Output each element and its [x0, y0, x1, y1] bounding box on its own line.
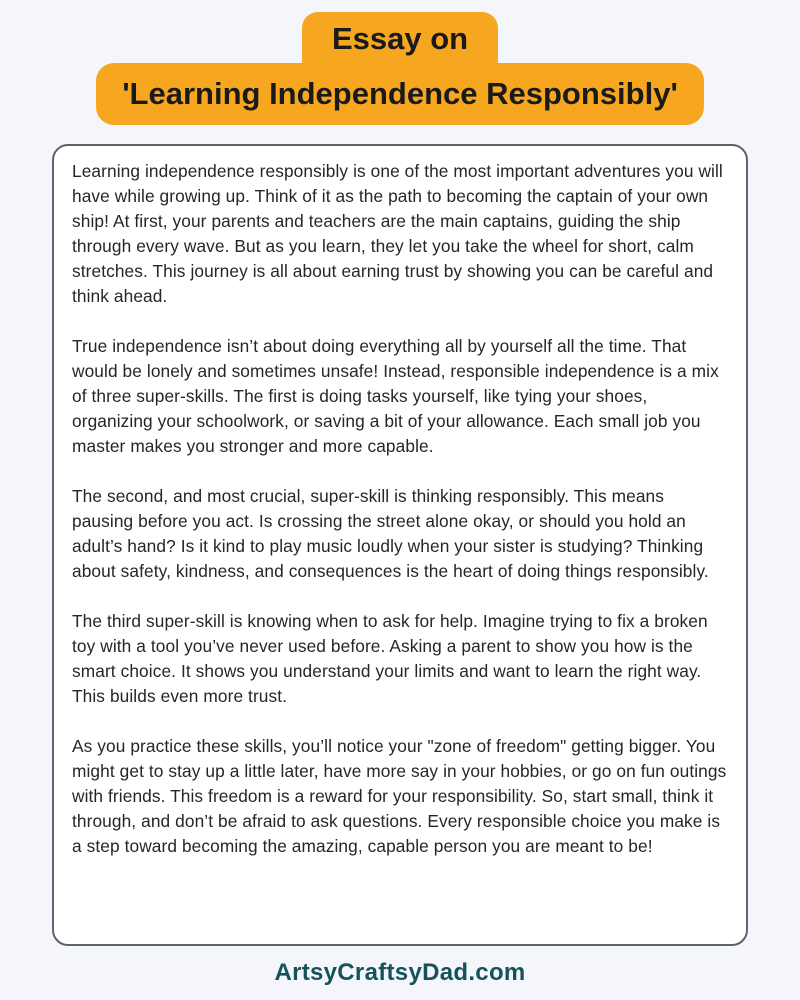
- essay-paragraph: Learning independence responsibly is one of the most important adventures you will have while growing up. Think of it as the path to becoming the captain of your own ship! At first, your parents and teachers are the main captains, guiding the ship through every wave. But as you learn, they let you take the wheel for short, calm stretches. This journey is all about earning trust by showing you can be careful and think ahead.: [72, 161, 723, 306]
- essay-paragraph: The third super-skill is knowing when to ask for help. Imagine trying to fix a broken toy with a tool you’ve never used before. Asking a parent to show you how is the smart choice. It shows you understand your limits and want to learn the right way. This builds even more trust.: [72, 611, 708, 706]
- essay-paragraph: The second, and most crucial, super-skill is thinking responsibly. This means pausing before you act. Is crossing the street alone okay, or should you hold an adult’s hand? Is it kind to play music loudly when your sister is studying? Thinking about safety, kindness, and consequences is the heart of doing things responsibly.: [72, 486, 709, 581]
- header: [96, 12, 704, 125]
- essay-kicker-badge: Essay on: [302, 12, 498, 63]
- essay-paragraph: As you practice these skills, you’ll notice your "zone of freedom" getting bigger. You might get to stay up a little later, have more say in your hobbies, or go on fun outings with friends. This freedom is a reward for your responsibility. So, start small, think it through, and don’t be afraid to ask questions. Every responsible choice you make is a step toward becoming the amazing, capable person you are meant to be!: [72, 736, 727, 856]
- site-name: ArtsyCraftsyDad.com: [274, 959, 526, 986]
- essay-paragraph: True independence isn’t about doing everything all by yourself all the time. That would be lonely and sometimes unsafe! Instead, responsible independence is a mix of three super-skills. The first is doing tasks yourself, like tying your shoes, organizing your schoolwork, or saving a bit of your allowance. Each small job you master makes you stronger and more capable.: [72, 336, 719, 456]
- essay-card: [52, 144, 748, 946]
- essay-title-badge: 'Learning Independence Responsibly': [96, 63, 704, 125]
